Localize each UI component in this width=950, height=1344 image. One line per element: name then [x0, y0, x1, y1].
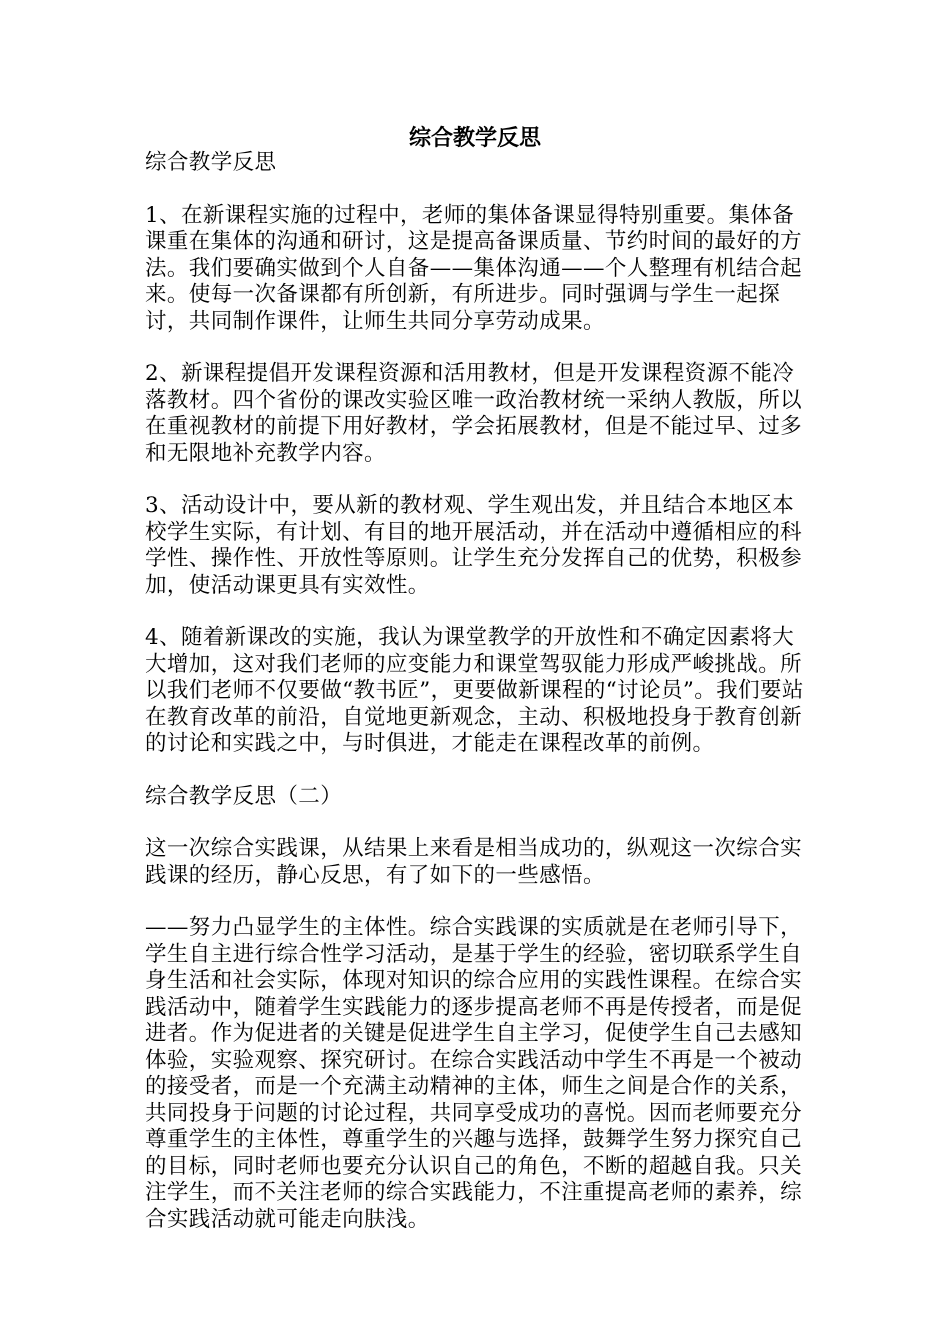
section-heading-2: 综合教学反思（二）: [145, 783, 343, 809]
document-title: 综合教学反思: [408, 125, 541, 151]
paragraph-1: 1、在新课程实施的过程中，老师的集体备课显得特别重要。集体备课重在集体的沟通和研讨，这是提高备课质量、节约时间的最好的方法。我们要确实做到个人自备——集体沟通——个人整理有机结合起来。使每一次备课都有所创新，有所进步。同时强调与学生一起探讨，共同制作课件，让师生共同分享劳动成果。: [145, 202, 803, 334]
paragraph-6: 这一次综合实践课，从结果上来看是相当成功的，纵观这一次综合实践课的经历，静心反思，有了如下的一些感悟。: [145, 836, 803, 888]
paragraph-2: 2、新课程提倡开发课程资源和活用教材，但是开发课程资源不能冷落教材。四个省份的课改实验区唯一政治教材统一采纳人教版，所以在重视教材的前提下用好教材，学会拓展教材，但是不能过早、过多和无限地补充教学内容。: [145, 361, 803, 466]
paragraph-7: ——努力凸显学生的主体性。综合实践课的实质就是在老师引导下，学生自主进行综合性学习活动，是基于学生的经验，密切联系学生自身生活和社会实际，体现对知识的综合应用的实践性课程。在综合实践活动中，随着学生实践能力的逐步提高老师不再是传授者，而是促进者。作为促进者的关键是促进学生自主学习，促使学生自己去感知体验，实验观察、探究研讨。在综合实践活动中学生不再是一个被动的接受者，而是一个充满主动精神的主体，师生之间是合作的关系，共同投身于问题的讨论过程，共同享受成功的喜悦。因而老师要充分尊重学生的主体性，尊重学生的兴趣与选择，鼓舞学生努力探究自己的目标，同时老师也要充分认识自己的角色，不断的超越自我。只关注学生，而不关注老师的综合实践能力，不注重提高老师的素养，综合实践活动就可能走向肤浅。: [145, 915, 803, 1232]
paragraph-4: 4、随着新课改的实施，我认为课堂教学的开放性和不确定因素将大大增加，这对我们老师的应变能力和课堂驾驭能力形成严峻挑战。所以我们老师不仅要做“教书匠”，更要做新课程的“讨论员”。我们要站在教育改革的前沿，自觉地更新观念，主动、积极地投身于教育创新的讨论和实践之中，与时俱进，才能走在课程改革的前例。: [145, 625, 804, 756]
subtitle-paragraph: 综合教学反思: [145, 150, 277, 175]
paragraph-3: 3、活动设计中，要从新的教材观、学生观出发，并且结合本地区本校学生实际，有计划、有目的地开展活动，并在活动中遵循相应的科学性、操作性、开放性等原则。让学生充分发挥自己的优势，积极参加，使活动课更具有实效性。: [145, 493, 803, 598]
document-body: [145, 150, 805, 1233]
